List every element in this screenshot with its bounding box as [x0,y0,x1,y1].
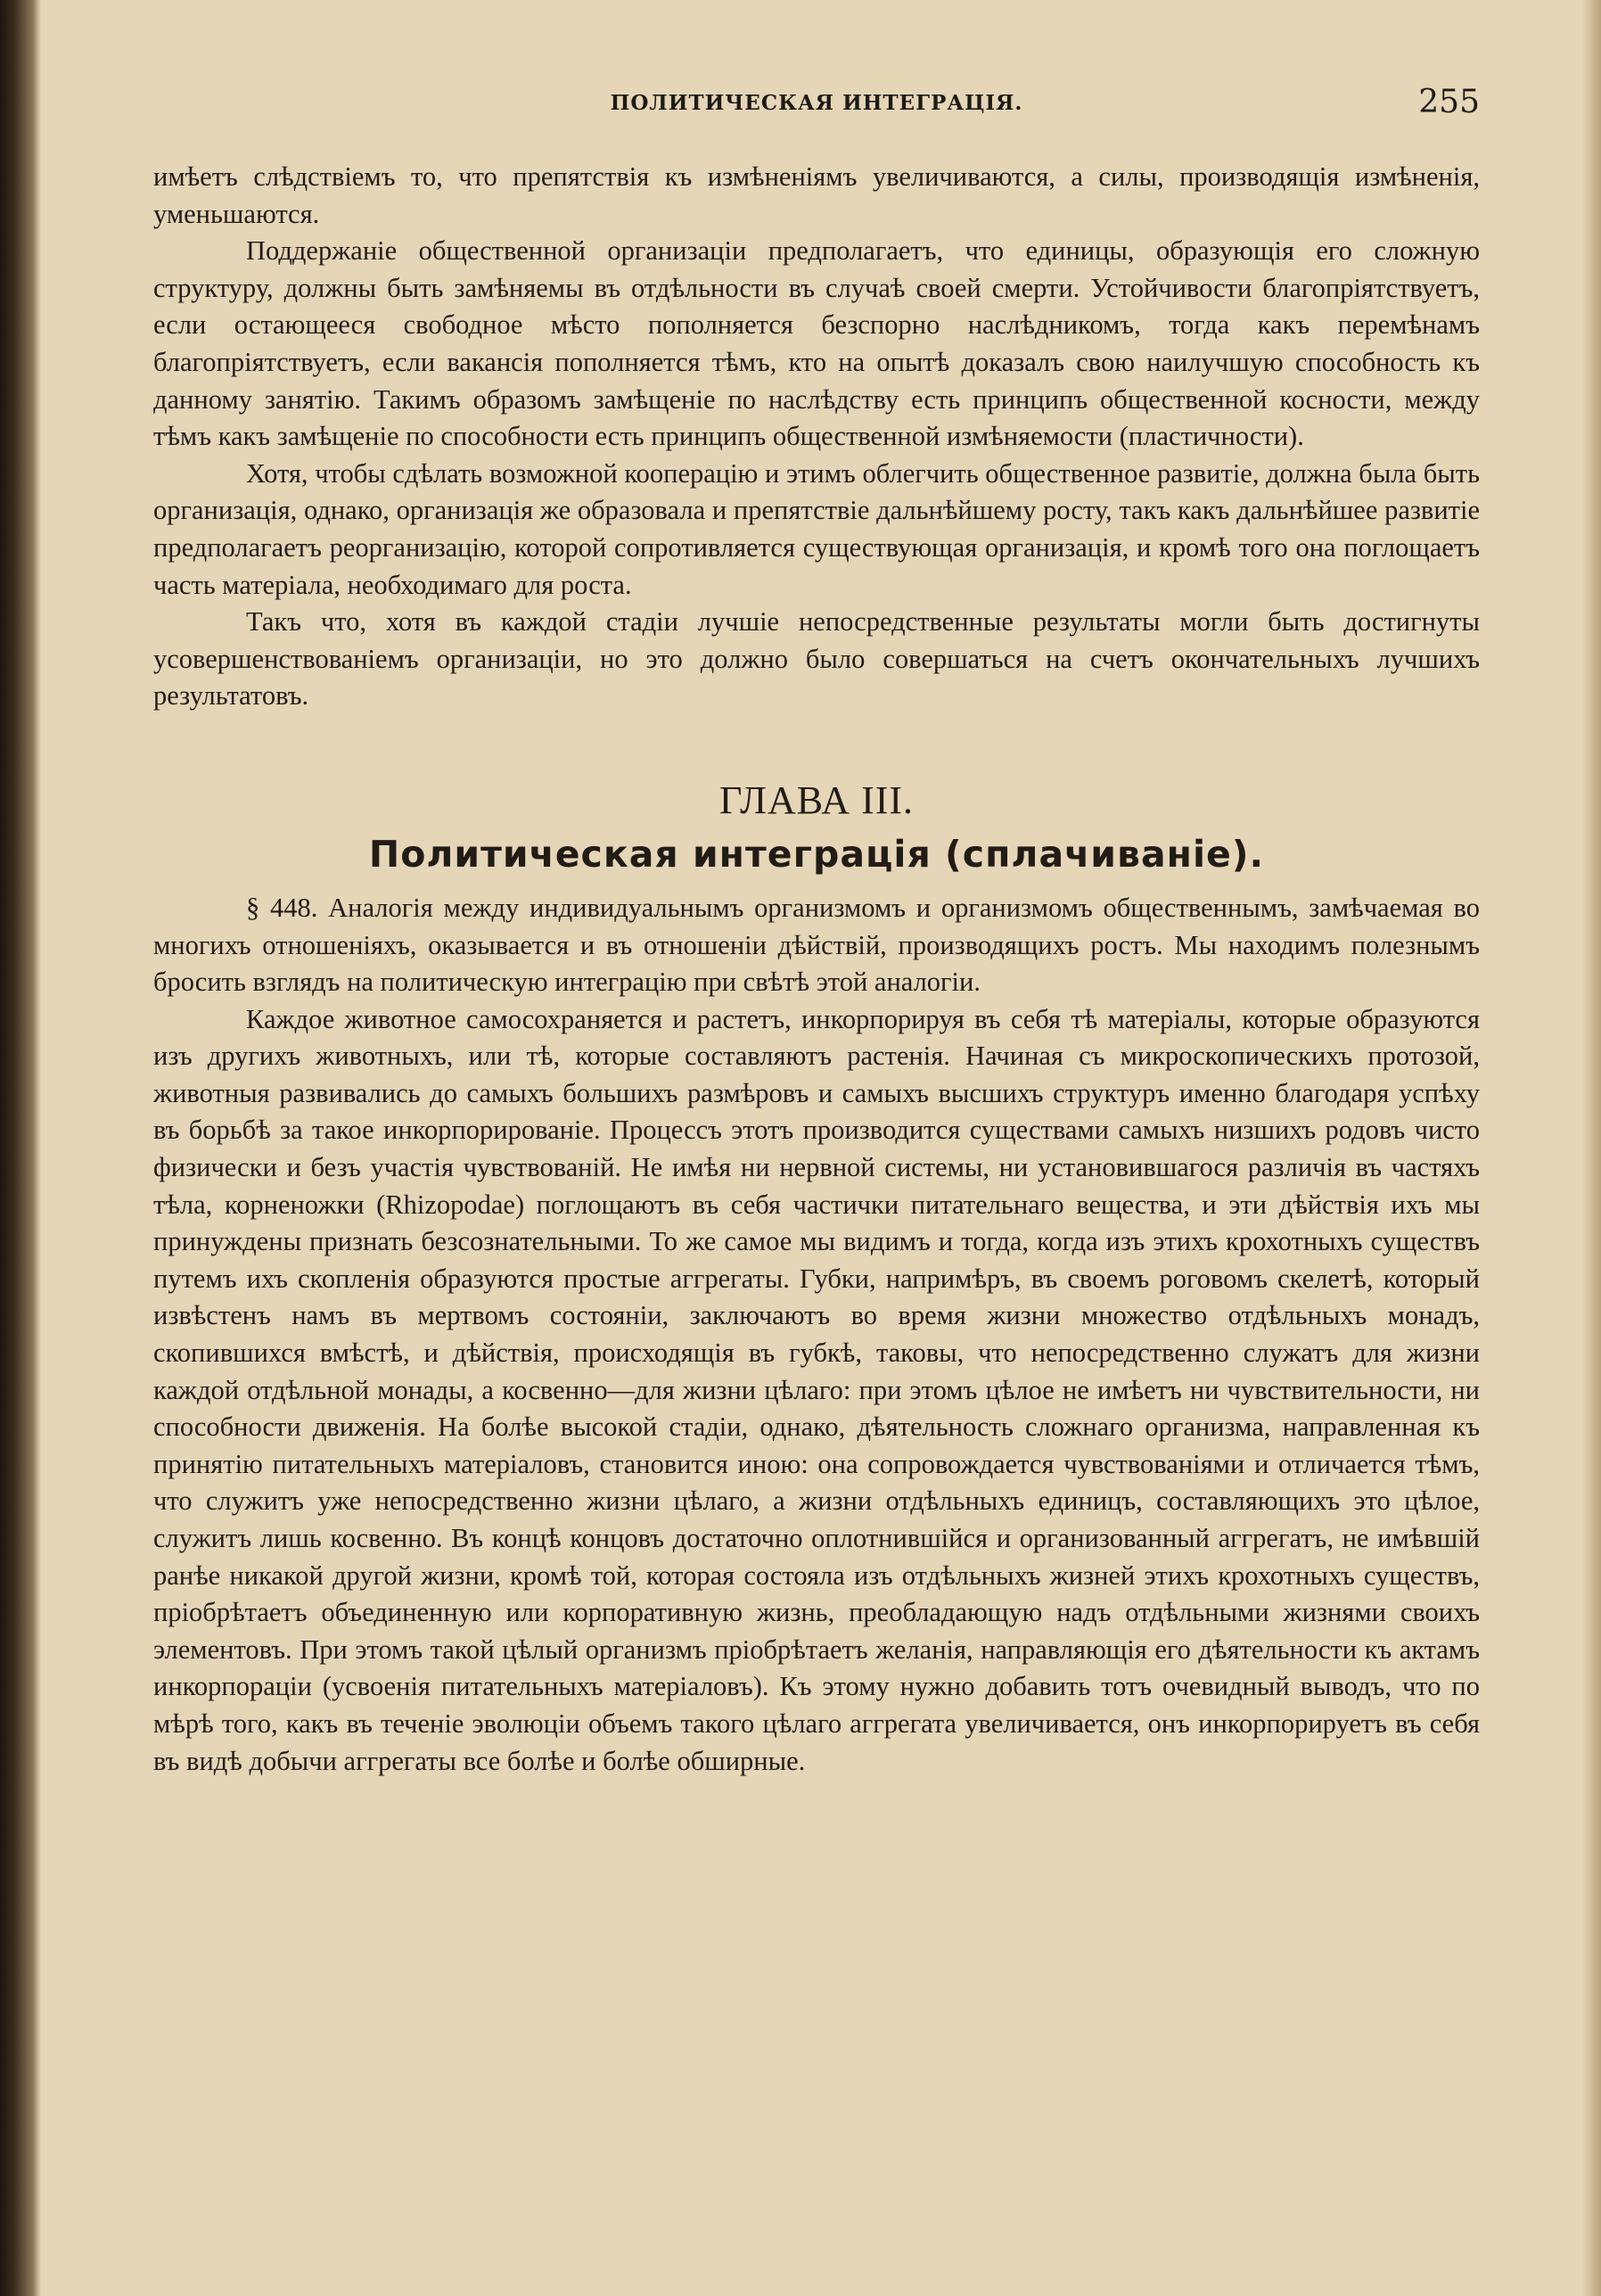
paragraph-section-448: § 448. Аналогія между индивидуальнымъ организмомъ и организмомъ общественнымъ, замѣчаемая во многихъ отношеніяхъ, оказывается и въ отношеніи дѣйствій, производящихъ ростъ. Мы находимъ полезнымъ бросить взглядъ на политическую интеграцію при свѣтѣ этой аналогіи. [153,892,1480,998]
paragraph: Каждое животное самосохраняется и растетъ, инкорпорируя въ себя тѣ матеріалы, которые образуются изъ другихъ животныхъ, или тѣ, которые составляютъ растенія. Начиная съ микроскопическихъ протозой, животныя развивались до самыхъ большихъ размѣровъ и самыхъ высшихъ структуръ именно благодаря успѣху въ борьбѣ за такое инкорпорированіе. Процессъ этотъ производится существами самыхъ низшихъ родовъ чисто физически и безъ участія чувствованій. Не имѣя ни нервной системы, ни установившагося различія въ частяхъ тѣла, корненожки (Rhizopodae) поглощаютъ въ себя частички питательнаго вещества, и эти дѣйствія ихъ мы принуждены признать безсознательными. То же самое мы видимъ и тогда, когда изъ этихъ крохотныхъ существъ путемъ ихъ скопленія образуются простые аггрегаты. Губки, напримѣръ, въ своемъ роговомъ скелетѣ, который извѣстенъ намъ въ мертвомъ состояніи, заключаютъ во время жизни множество отдѣльныхъ монадъ, скопившихся вмѣстѣ, и дѣйствія, происходящія въ губкѣ, таковы, что непосредственно служатъ для жизни каждой отдѣльной монады, а косвенно—для жизни цѣлаго: при этомъ цѣлое не имѣетъ ни чувствительности, ни способности движенія. На болѣе высокой стадіи, однако, дѣятельность сложнаго организма, направленная къ принятію питательныхъ матеріаловъ, становится иною: она сопровождается чувствованіями и отличается тѣмъ, что служитъ уже непосредственно жизни цѣлаго, а жизни отдѣльныхъ единицъ, составляющихъ это цѣлое, служитъ лишь косвенно. Въ концѣ концовъ достаточно оплотнившійся и организованный аггрегатъ, не имѣвшій ранѣе никакой другой жизни, кромѣ той, которая состояла изъ отдѣльныхъ жизней этихъ крохотныхъ существъ, пріобрѣтаетъ объединенную или корпоративную жизнь, преобладающую надъ отдѣльными жизнями своихъ элементовъ. При этомъ такой цѣлый организмъ пріобрѣтаетъ желанія, направляющія его дѣятельности къ актамъ инкорпораціи (усвоенія питательныхъ матеріаловъ). Къ этому нужно добавить тотъ очевидный выводъ, что по мѣрѣ того, какъ въ теченіе эволюціи объемъ такого цѣлаго аггрегата увеличивается, онъ инкорпорируетъ въ себя въ видѣ добычи аггрегаты все болѣе и болѣе обширные. [153,1003,1480,1776]
running-title: ПОЛИТИЧЕСКАЯ ИНТЕГРАЦІЯ. [610,91,1023,115]
chapter-subtitle: Политическая интеграція (сплачиваніе). [368,832,1265,876]
paragraph-continuation: имѣетъ слѣдствіемъ то, что препятствія къ измѣненіямъ увеличиваются, а силы, производящія измѣненія, уменьшаются. [153,161,1480,229]
paragraph: Поддержаніе общественной организаціи предполагаетъ, что единицы, образующія его сложную структуру, должны быть замѣняемы въ отдѣльности въ случаѣ своей смерти. Устойчивости благопріятствуетъ, если остающееся свободное мѣсто пополняется безспорно наслѣдникомъ, тогда какъ перемѣнамъ благопріятствуетъ, если вакансія пополняется тѣмъ, кто на опытѣ доказалъ свою наилучшую способность къ данному занятію. Такимъ образомъ замѣщеніе по наслѣдству есть принципъ общественной косности, между тѣмъ какъ замѣщеніе по способности есть принципъ общественной измѣняемости (пластичности). [153,235,1480,452]
running-head [153,84,1480,128]
page-number: 255 [1418,84,1480,120]
chapter-heading: ГЛАВА III. [718,778,915,822]
binding-shadow [0,0,41,2296]
paragraph: Такъ что, хотя въ каждой стадіи лучшіе непосредственные результаты могли быть достигнуты усовершенствованіемъ организаціи, но это должно было совершаться на счетъ окончательныхъ лучшихъ результатовъ. [153,606,1480,712]
page-edge-shadow [1581,0,1601,2296]
body-text [153,159,1480,1780]
paragraph: Хотя, чтобы сдѣлать возможной кооперацію и этимъ облегчить общественное развитіе, должна была быть организація, однако, организація же образовала и препятствіе дальнѣйшему росту, такъ какъ дальнѣйшее развитіе предполагаетъ реорганизацію, которой сопротивляется существующая организація, и кромѣ того она поглощаетъ часть матеріала, необходимаго для роста. [153,457,1480,600]
